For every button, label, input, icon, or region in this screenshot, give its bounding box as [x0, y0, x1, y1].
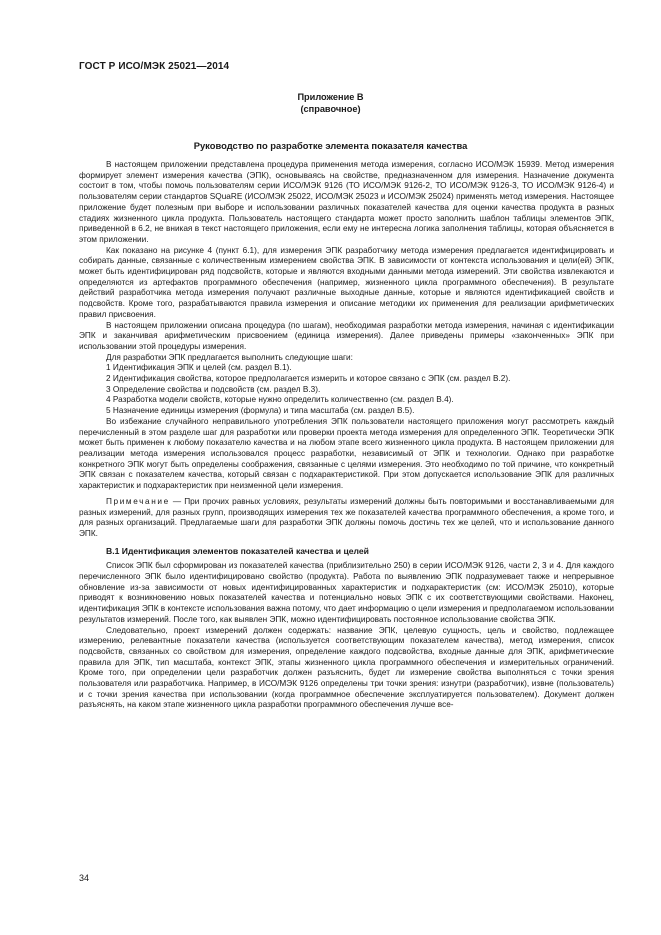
step-4: 4 Разработка модели свойств, которые нужно определить количественно (см. раздел В.4). — [106, 395, 454, 405]
step-2: 2 Идентификация свойства, которое предполагается измерить и которое связано с ЭПК (см. раздел В.2). — [106, 374, 511, 384]
section-b1-paragraph-2: Следовательно, проект измерений должен содержать: название ЭПК, целевую сущность, цель и свойство, подлежащее измерению, релевантные показатели качества (используется соответствующим показателем качества), метод измерения, список подсвойств, связанных со свойством для измерения, определение каждого подсвойства, входные данные для ЭПК, арифметические правила для ЭПК, тип масштаба, контекст ЭПК, этапы жизненного цикла программного обеспечения и измерительных ограничений. Кроме того, при определении цели разработчик должен разъяснить, будет ли измерение свойства выполняться с точки зрения пользователя или разработчика. Например, в ИСО/МЭК 9126 определены три точки зрения: изнутри (разработчик), извне (пользователь) и с точки зрения качества при использовании (когда программное обеспечение эксплуатируется пользователем). Документ должен разъяснять, на каком этапе жизненного цикла разработки программного обеспечения лучше все- — [79, 625, 614, 710]
intro-paragraph-3: В настоящем приложении описана процедура (по шагам), необходимая разработки метода измерения, начиная с идентификации ЭПК и заканчивая арифметическим присвоением (единица измерения). Далее приведены примеры «законченных» ЭПК при использовании этой процедуры измерения. — [79, 320, 614, 351]
section-b1-paragraph-1: Список ЭПК был сформирован из показателей качества (приблизительно 250) в серии ИСО/МЭК 9126, части 2, 3 и 4. Для каждого перечисленного ЭПК было идентифицировано свойство (продукта). Работа по выявлению ЭПК подразумевает также и непрерывное обновление из-за зависимости от новых идентифицированных характеристик и подхарактеристик (см: ИСО/МЭК 25010), которые приводят к возникновению новых показателей качества и потенциально новых ЭПК с их соответствующими свойствами. Наконец, идентификация ЭПК в контексте использования важна потому, что дает информацию о цели измерения и предполагаемом использовании результатов измерений. После того, как выявлен ЭПК, можно идентифицировать постоянное использование свойства ЭПК. — [79, 561, 614, 624]
intro-paragraph-2: Как показано на рисунке 4 (пункт 6.1), для измерения ЭПК разработчику метода измерения предлагается идентифицировать и собирать данные, связанные с количественным измерением свойства ЭПК. В зависимости от контекста использования и цели(ей) ЭПК, может быть идентифицирован ряд подсвойств, которые и являются входными данными метода измерений. Эти свойства извлекаются и определяются из артефактов программного обеспечения (например, жизненного цикла программного обеспечения). В результате действий разработчика метода измерения получают различные выходные данные, которые и являются идентификацией свойств и подсвойств. Кроме того, разрабатываются правила измерения и описание методики их применения для реализации арифметических правил присвоения. — [79, 245, 614, 319]
standard-header: ГОСТ Р ИСО/МЭК 25021—2014 — [79, 61, 230, 72]
step-3: 3 Определение свойства и подсвойств (см. раздел В.3). — [106, 384, 321, 394]
page-number: 34 — [79, 873, 90, 883]
step-1: 1 Идентификация ЭПК и целей (см. раздел В.1). — [106, 363, 292, 373]
note-text: — При прочих равных условиях, результаты измерений должны быть повторимыми и восстанавливаемыми для разных измерений, для разных групп, производящих измерения тех же показателей качества программного обеспечения, а кроме того, и для разных организаций. Предлагаемые шаги для разработки ЭПК должны помочь достичь тех же целей, что и использование данного ЭПК. — [79, 496, 614, 538]
annex-heading — [0, 91, 661, 115]
annex-title: Приложение В — [297, 92, 364, 102]
intro-paragraph-1: В настоящем приложении представлена процедура применения метода измерения, согласно ИСО/МЭК 15939. Метод измерения формирует элемент измерения качества (ЭПК), основываясь на свойстве, предназначенном для измерения. Назначение документа состоит в том, чтобы помочь пользователям серии ИСО/МЭК 9126 (ТО ИСО/МЭК 9126-2, ТО ИСО/МЭК 9126-3, ТО ИСО/МЭК 9126-4) и пользователям серии стандартов SQuaRE (ИСО/МЭК 25022, ИСО/МЭК 25023 и ИСО/МЭК 25024) применять метод измерения. Настоящее приложение будет полезным при выборе и использовании различных показателей качества для оценки качества продукта в разных стадиях жизненного цикла продукта. Пользователь настоящего стандарта может просто заполнить шаблон таблицы элементов ЭПК, приведенной в 6.2, не вникая в текст настоящего приложения, если ему не интересна логика заполнения таблицы, которая объясняется в этом приложении. — [79, 160, 614, 244]
section-b1-heading: В.1 Идентификация элементов показателей качества и целей — [106, 545, 369, 556]
intro-paragraph-4: Для разработки ЭПК предлагается выполнить следующие шаги: — [106, 352, 353, 362]
note-paragraph — [79, 497, 614, 540]
document-title: Руководство по разработке элемента показателя качества — [193, 140, 468, 151]
step-5: 5 Назначение единицы измерения (формула) и типа масштаба (см. раздел В.5). — [106, 406, 415, 416]
note-label: Примечание — [106, 496, 170, 506]
annex-kind: (справочное) — [300, 104, 361, 114]
caution-paragraph: Во избежание случайного неправильного употребления ЭПК пользователи настоящего приложения могут рассмотреть каждый перечисленный в этом разделе шаг для разработки или проверки проекта метода измерения для определенного ЭПК. Теоретически ЭПК может быть применен к любому показателю качества и на любом этапе всего жизненного цикла продукта. В настоящем приложении для реализации метода измерения использовался процесс разработки, независимый от ЭПК и технологии. Однако при разработке конкретного ЭПК могут быть определены соображения, связанные с целями измерения. Это необходимо по той причине, что конкретный ЭПК связан с показателем качества, который связан с подхарактеристикой. При этом допускается использование ЭПК для различных характеристик и подхарактеристик при неизменной цели измерения. — [79, 416, 614, 491]
document-body — [79, 160, 614, 711]
